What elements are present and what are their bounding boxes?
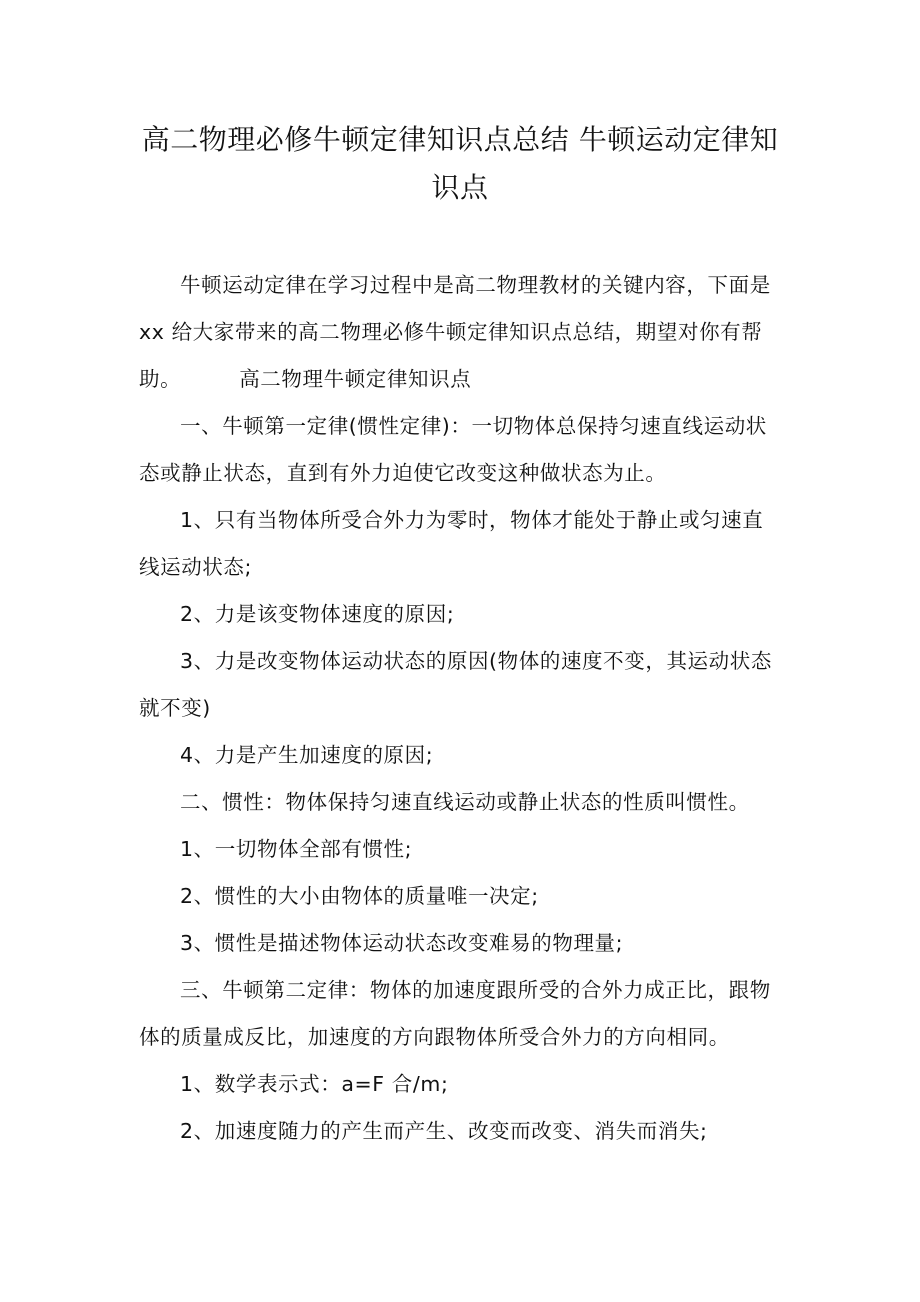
document-body xyxy=(139,262,783,1155)
law1-item-1-line-2: 线运动状态; xyxy=(139,555,253,579)
law1-item-3-line-1: 3、力是改变物体运动状态的原因(物体的速度不变，其运动状态 xyxy=(180,649,772,673)
inertia-item-3: 3、惯性是描述物体运动状态改变难易的物理量; xyxy=(180,931,624,955)
inertia-item-1: 1、一切物体全部有惯性; xyxy=(180,837,413,861)
title-line-2: 识点 xyxy=(431,171,489,204)
inertia-heading: 二、惯性：物体保持匀速直线运动或静止状态的性质叫惯性。 xyxy=(180,790,750,814)
intro-line-2: xx 给大家带来的高二物理必修牛顿定律知识点总结，期望对你有帮 xyxy=(139,320,763,344)
law1-item-2: 2、力是该变物体速度的原因; xyxy=(180,602,455,626)
law2-item-1: 1、数学表示式：a=F 合/m; xyxy=(180,1072,449,1096)
law2-line-2: 体的质量成反比，加速度的方向跟物体所受合外力的方向相同。 xyxy=(139,1025,730,1049)
law1-item-1-line-1: 1、只有当物体所受合外力为零时，物体才能处于静止或匀速直 xyxy=(180,508,764,532)
law1-line-2: 态或静止状态，直到有外力迫使它改变这种做状态为止。 xyxy=(139,461,667,485)
law1-line-1: 一、牛顿第一定律(惯性定律)：一切物体总保持匀速直线运动状 xyxy=(180,414,767,438)
law2-item-2: 2、加速度随力的产生而产生、改变而改变、消失而消失; xyxy=(180,1119,708,1143)
inertia-item-2: 2、惯性的大小由物体的质量唯一决定; xyxy=(180,884,539,908)
document-title xyxy=(120,116,800,212)
intro-line-3 xyxy=(139,356,783,403)
intro-line-1: 牛顿运动定律在学习过程中是高二物理教材的关键内容，下面是 xyxy=(180,273,771,297)
title-line-1: 高二物理必修牛顿定律知识点总结 牛顿运动定律知 xyxy=(141,123,779,156)
intro-end: 助。 xyxy=(139,367,182,391)
section-heading: 高二物理牛顿定律知识点 xyxy=(239,367,472,391)
law2-line-1: 三、牛顿第二定律：物体的加速度跟所受的合外力成正比，跟物 xyxy=(180,978,771,1002)
law1-item-4: 4、力是产生加速度的原因; xyxy=(180,743,434,767)
law1-item-3-line-2: 就不变) xyxy=(139,696,211,720)
